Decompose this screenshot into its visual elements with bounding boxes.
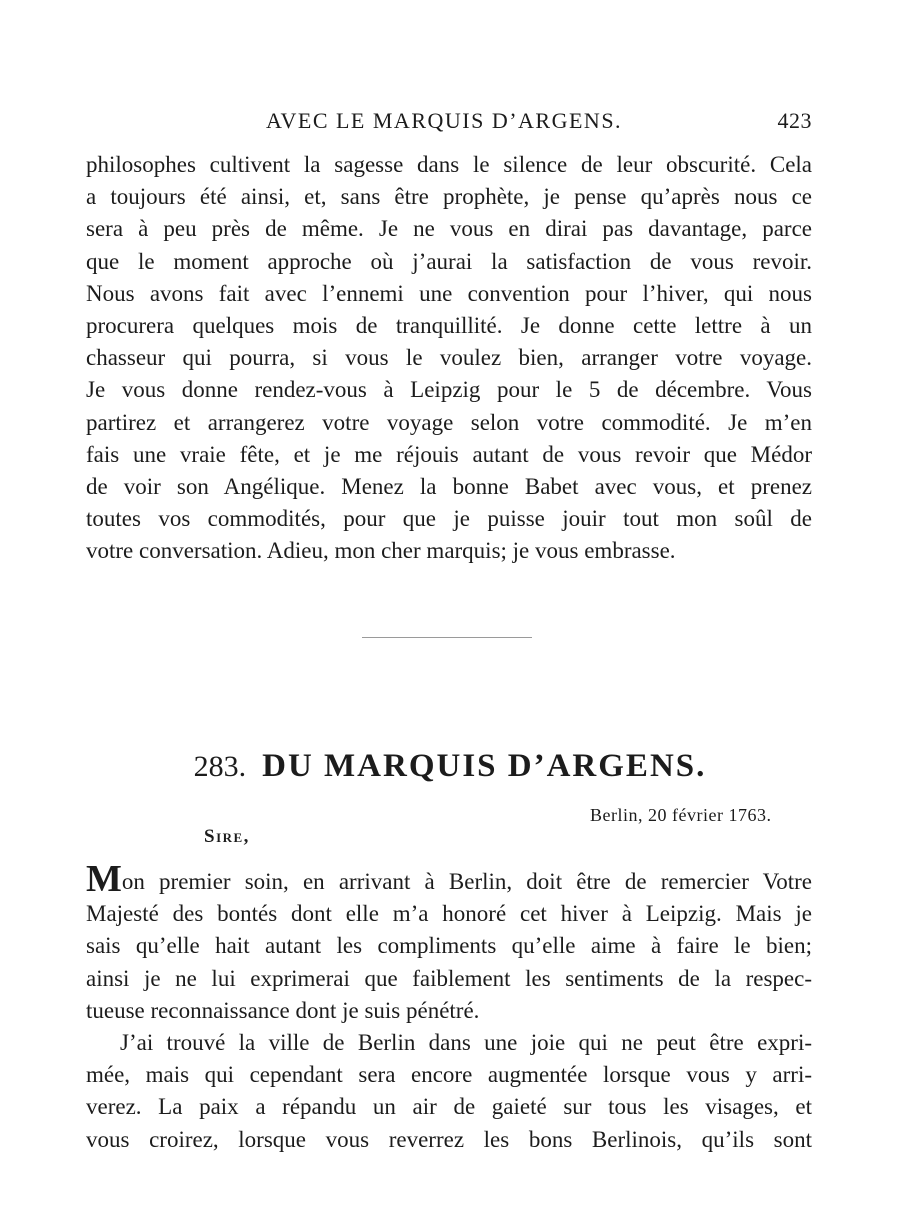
text-line: Majesté des bontés dont elle m’a honoré cet hiver à Leipzig. Mais je bbox=[86, 901, 812, 927]
text-line: fais une vraie fête, et je me réjouis autant de vous revoir que Médor bbox=[86, 441, 812, 467]
text-line: de voir son Angélique. Menez la bonne Babet avec vous, et prenez bbox=[86, 473, 812, 499]
text-line: partirez et arrangerez votre voyage selon votre commodité. Je m’en bbox=[86, 409, 812, 435]
drop-cap: M bbox=[86, 858, 122, 900]
letter-paragraph-2 bbox=[86, 1027, 812, 1156]
text-line: philosophes cultivent la sagesse dans le silence de leur obscurité. Cela bbox=[86, 152, 812, 177]
text-line: sera à peu près de même. Je ne vous en dirai pas davantage, parce bbox=[86, 216, 812, 242]
text-line: J’ai trouvé la ville de Berlin dans une joie qui ne peut être expri- bbox=[120, 1030, 812, 1055]
text-line: Nous avons fait avec l’ennemi une convention pour l’hiver, qui nous bbox=[86, 280, 812, 306]
letter-title: DU MARQUIS D’ARGENS. bbox=[262, 748, 707, 784]
text-line: mée, mais qui cependant sera encore augmentée lorsque vous y arri- bbox=[86, 1062, 812, 1088]
text-line: a toujours été ainsi, et, sans être prophète, je pense qu’après nous ce bbox=[86, 184, 812, 210]
running-title: AVEC LE MARQUIS D’ARGENS. bbox=[265, 108, 623, 133]
letter-paragraph-1 bbox=[86, 858, 812, 1027]
page-number: 423 bbox=[777, 108, 812, 133]
text-line-first: Mon premier soin, en arrivant à Berlin, doit être de remercier Votre bbox=[86, 858, 812, 900]
text-line: tueuse reconnaissance dont je suis pénétré. bbox=[86, 997, 480, 1023]
text-line: sais qu’elle hait autant les compliments qu’elle aime à faire le bien; bbox=[86, 933, 812, 959]
letter-heading bbox=[0, 748, 900, 785]
text-line: ainsi je ne lui exprimerai que faiblement les sentiments de la respec- bbox=[86, 965, 812, 991]
text-line: Je vous donne rendez-vous à Leipzig pour le 5 de décembre. Vous bbox=[86, 377, 812, 403]
section-divider bbox=[362, 637, 532, 638]
salutation: Sire, bbox=[204, 826, 250, 847]
text-line: procurera quelques mois de tranquillité. Je donne cette lettre à un bbox=[86, 312, 812, 338]
continued-letter-text bbox=[86, 149, 812, 567]
text-line: chasseur qui pourra, si vous le voulez bien, arranger votre voyage. bbox=[86, 345, 812, 371]
running-head bbox=[86, 108, 812, 138]
text-line: vous croirez, lorsque vous reverrez les bons Berlinois, qu’ils sont bbox=[86, 1126, 812, 1152]
text-line: que le moment approche où j’aurai la satisfaction de vous revoir. bbox=[86, 248, 812, 274]
text-line: verez. La paix a répandu un air de gaieté sur tous les visages, et bbox=[86, 1094, 812, 1120]
dateline: Berlin, 20 février 1763. bbox=[590, 805, 772, 825]
text-line: toutes vos commodités, pour que je puisse jouir tout mon soûl de bbox=[86, 506, 812, 532]
text-line: votre conversation. Adieu, mon cher marquis; je vous embrasse. bbox=[86, 538, 676, 564]
letter-number: 283. bbox=[193, 750, 247, 783]
